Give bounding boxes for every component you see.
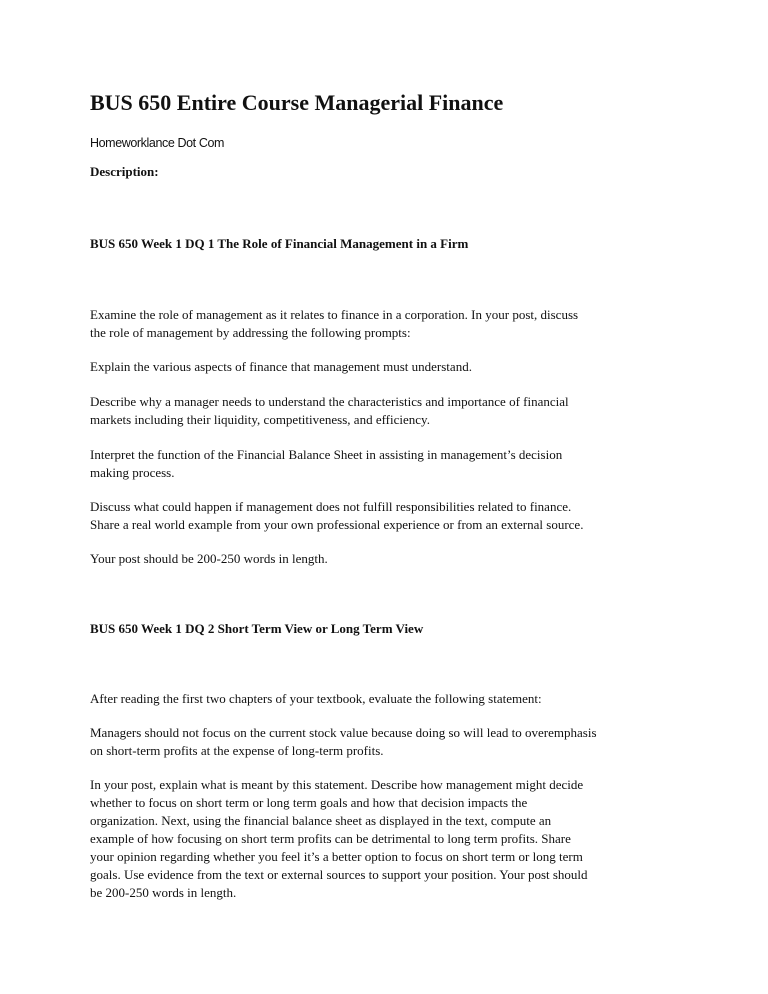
dq1-paragraph-length: Your post should be 200-250 words in length. xyxy=(90,551,328,566)
dq1-paragraph-intro: Examine the role of management as it relates to finance in a corporation. In your post, discuss the role of management by addressing the following prompts: xyxy=(90,307,579,340)
section-heading-dq1: BUS 650 Week 1 DQ 1 The Role of Financial Management in a Firm xyxy=(90,236,469,251)
document-subtitle: Homeworklance Dot Com xyxy=(90,136,225,150)
dq1-paragraph-responsibilities: Discuss what could happen if management does not fulfill responsibilities related to finance. Share a real world example from your own professional experience or from an external source. xyxy=(90,499,584,532)
dq1-paragraph-balance-sheet: Interpret the function of the Financial Balance Sheet in assisting in management’s decision making process. xyxy=(90,447,563,480)
dq2-paragraph-statement: Managers should not focus on the current stock value because doing so will lead to overemphasis on short-term profits at the expense of long-term profits. xyxy=(90,725,597,758)
section-heading-dq2: BUS 650 Week 1 DQ 2 Short Term View or Long Term View xyxy=(90,621,424,636)
dq1-paragraph-aspects: Explain the various aspects of finance that management must understand. xyxy=(90,359,472,374)
dq2-paragraph-intro: After reading the first two chapters of your textbook, evaluate the following statement: xyxy=(90,691,542,706)
document-title: BUS 650 Entire Course Managerial Finance xyxy=(90,90,504,115)
dq1-paragraph-markets: Describe why a manager needs to understand the characteristics and importance of financial markets including their liquidity, competitiveness, and efficiency. xyxy=(90,394,569,427)
dq2-paragraph-instructions: In your post, explain what is meant by this statement. Describe how management might decide whether to focus on short term or long term goals and how that decision impacts the organization. Next, using the financial balance sheet as displayed in the text, compute an example of how focusing on short term profits can be detrimental to long term profits. Share your opinion regarding whether you feel it’s a better option to focus on short term or long term goals. Use evidence from the text or external sources to support your position. Your post should be 200-250 words in length. xyxy=(90,777,588,900)
description-label: Description: xyxy=(90,164,159,179)
